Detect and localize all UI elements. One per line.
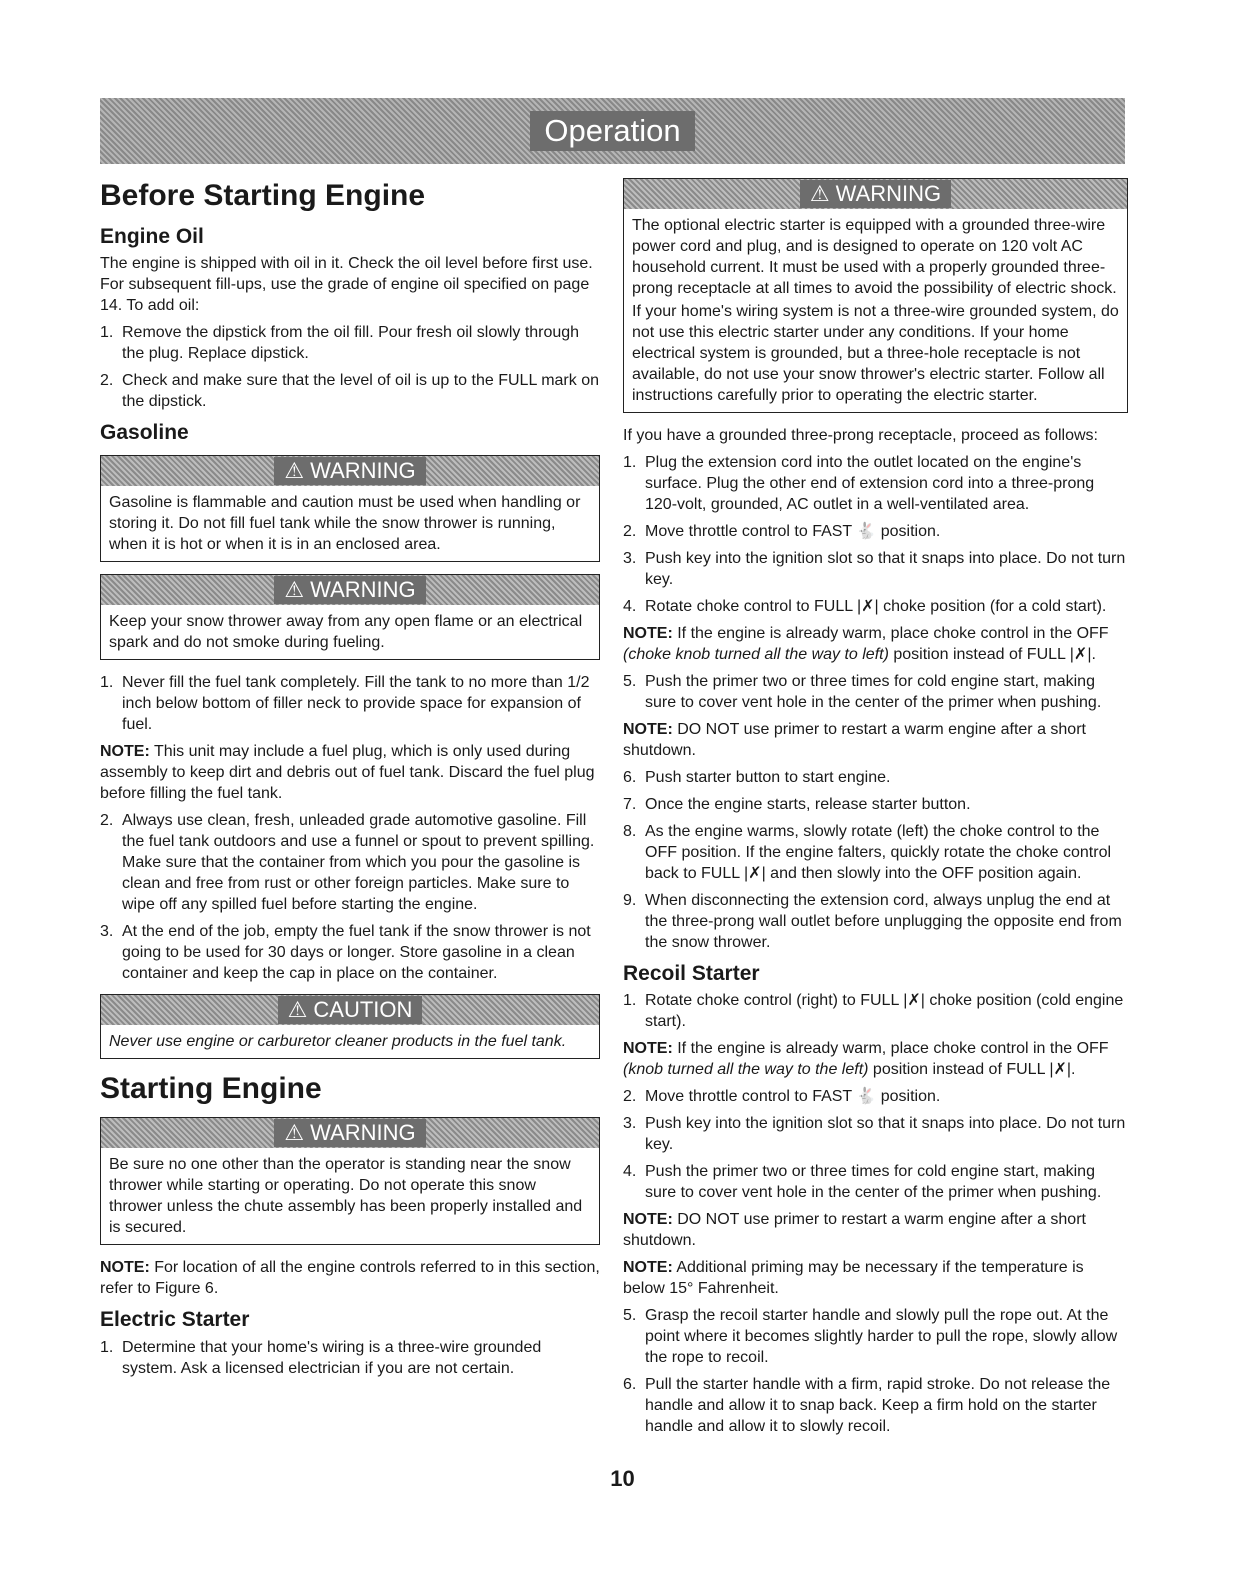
section-banner (100, 98, 1125, 164)
list-item: 4. Push the primer two or three times for cold engine start, making sure to cover vent hole in the center of the primer when pushing. (623, 1163, 1102, 1202)
list-item: 8. As the engine warms, slowly rotate (left) the choke control to the OFF position. If the engine falters, quickly rotate the choke control back to FULL |✗| and then slowly into the OFF position again. (623, 823, 1112, 882)
flame-warning-box (100, 574, 600, 660)
electric-warning-box (623, 178, 1128, 413)
list-item: 2. Check and make sure that the level of oil is up to the FULL mark on the dipstick. (100, 372, 599, 411)
warning-title: ⚠ WARNING (274, 457, 425, 485)
operator-warning-box (100, 1117, 600, 1245)
list-item: 2. Move throttle control to FAST 🐇 position. (623, 1088, 941, 1106)
warning-title: ⚠ WARNING (274, 576, 425, 604)
warning-title: ⚠ WARNING (800, 180, 951, 208)
list-item: 3. Push key into the ignition slot so that it snaps into place. Do not turn key. (623, 550, 1126, 588)
caution-text: Never use engine or carburetor cleaner products in the fuel tank. (109, 1033, 567, 1051)
list-item: 6. Pull the starter handle with a firm, rapid stroke. Do not release the handle and allow it to snap back. Keep a firm hold on the starter handle and allow it to slowly recoil. (623, 1376, 1111, 1436)
note: NOTE: For location of all the engine controls referred to in this section, refer to Figure 6. (100, 1259, 600, 1298)
engine-oil-steps (100, 322, 600, 412)
list-item: 9. When disconnecting the extension cord, always unplug the end at the three-prong wall outlet before unplugging the opposite end from the snow thrower. (623, 892, 1122, 951)
list-item: 1. Plug the extension cord into the outlet located on the engine's surface. Plug the other end of extension cord into a three-prong 120-volt, grounded, AC outlet in a well-ventilated area. (623, 454, 1095, 513)
note: NOTE: This unit may include a fuel plug, which is only used during assembly to keep dirt and debris out of fuel tank. Discard the fuel plug before filling the fuel tank. (100, 743, 595, 803)
list-item: 3. At the end of the job, empty the fuel tank if the snow thrower is not going to be used for 30 days or longer. Store gasoline in a clean container and keep the cap in place on the container. (100, 923, 591, 983)
left-column (100, 178, 600, 1385)
warning-text: If your home's wiring system is not a three-wire grounded system, do not use this electric starter under any conditions. If your home electrical system is grounded, but a three-hole receptacle is not available, do not use your snow thrower's electric starter. Follow all instructions carefully prior to operating the electric starter. (632, 303, 1119, 404)
warning-text: Keep your snow thrower away from any open flame or an electrical spark and do not smoke during fueling. (109, 613, 583, 652)
note: NOTE: If the engine is already warm, place choke control in the OFF (choke knob turned all the way to left) position instead of FULL |✗|. (623, 625, 1109, 663)
note: NOTE: Additional priming may be necessary if the temperature is below 15° Fahrenheit. (623, 1259, 1084, 1298)
list-item: 5. Grasp the recoil starter handle and slowly pull the rope out. At the point where it becomes slightly harder to pull the rope, slowly allow the rope to recoil. (623, 1307, 1118, 1367)
gasoline-warning-box (100, 455, 600, 562)
heading-starting-engine: Starting Engine (100, 1072, 322, 1106)
page-number: 10 (610, 1466, 635, 1491)
heading-engine-oil: Engine Oil (100, 225, 204, 248)
list-item: 1. Rotate choke control (right) to FULL |✗| choke position (cold engine start). (623, 992, 1124, 1031)
section-title: Operation (530, 111, 694, 151)
note: NOTE: DO NOT use primer to restart a warm engine after a short shutdown. (623, 721, 1086, 759)
list-item: 7. Once the engine starts, release starter button. (623, 796, 971, 813)
electric-intro: If you have a grounded three-prong receptacle, proceed as follows: (623, 427, 1098, 444)
warning-text: Gasoline is flammable and caution must be used when handling or storing it. Do not fill fuel tank while the snow thrower is running, when it is hot or when it is in an enclosed area. (109, 494, 581, 554)
note: NOTE: If the engine is already warm, place choke control in the OFF (knob turned all the way to the left) position instead of FULL |✗|. (623, 1040, 1109, 1079)
list-item: 1. Never fill the fuel tank completely. Fill the tank to no more than 1/2 inch below bottom of filler neck to provide space for expansion of fuel. (100, 674, 590, 734)
list-item: 1. Determine that your home's wiring is a three-wire grounded system. Ask a licensed electrician if you are not certain. (100, 1338, 542, 1377)
list-item: 4. Rotate choke control to FULL |✗| choke position (for a cold start). (623, 598, 1107, 615)
warning-text: The optional electric starter is equipped with a grounded three-wire power cord and plug, and is designed to operate on 120 volt AC household current. It must be used with a properly grounded three-prong receptacle at all times to avoid the possibility of electric shock. (632, 217, 1117, 297)
list-item: 3. Push key into the ignition slot so that it snaps into place. Do not turn key. (623, 1115, 1126, 1154)
note: NOTE: DO NOT use primer to restart a warm engine after a short shutdown. (623, 1211, 1086, 1250)
warning-title: ⚠ WARNING (274, 1119, 425, 1147)
caution-box (100, 994, 600, 1059)
list-item: 5. Push the primer two or three times for cold engine start, making sure to cover vent hole in the center of the primer when pushing. (623, 673, 1102, 711)
heading-gasoline: Gasoline (100, 421, 189, 445)
caution-title: ⚠ CAUTION (278, 996, 423, 1024)
list-item: 2. Always use clean, fresh, unleaded grade automotive gasoline. Fill the fuel tank outdoors and use a funnel or spout to prevent spilling. Make sure that the container from which you pour the gasoline is clean and free from rust or other foreign particles. Make sure to wipe off any spilled fuel before starting the engine. (100, 812, 595, 914)
list-item: 2. Move throttle control to FAST 🐇 position. (623, 523, 941, 540)
right-column (623, 178, 1128, 1443)
heading-before-starting-engine: Before Starting Engine (100, 179, 426, 212)
heading-recoil-starter: Recoil Starter (623, 962, 760, 985)
engine-oil-intro: The engine is shipped with oil in it. Check the oil level before first use. For subsequent fill-ups, use the grade of engine oil specified on page 14. To add oil: (100, 255, 593, 315)
list-item: 1. Remove the dipstick from the oil fill. Pour fresh oil slowly through the plug. Replace dipstick. (100, 324, 580, 363)
warning-text: Be sure no one other than the operator is standing near the snow thrower while starting or operating. Do not operate this snow thrower unless the chute assembly has been properly installed and is secured. (109, 1156, 583, 1237)
list-item: 6. Push starter button to start engine. (623, 769, 891, 786)
heading-electric-starter: Electric Starter (100, 1308, 250, 1332)
